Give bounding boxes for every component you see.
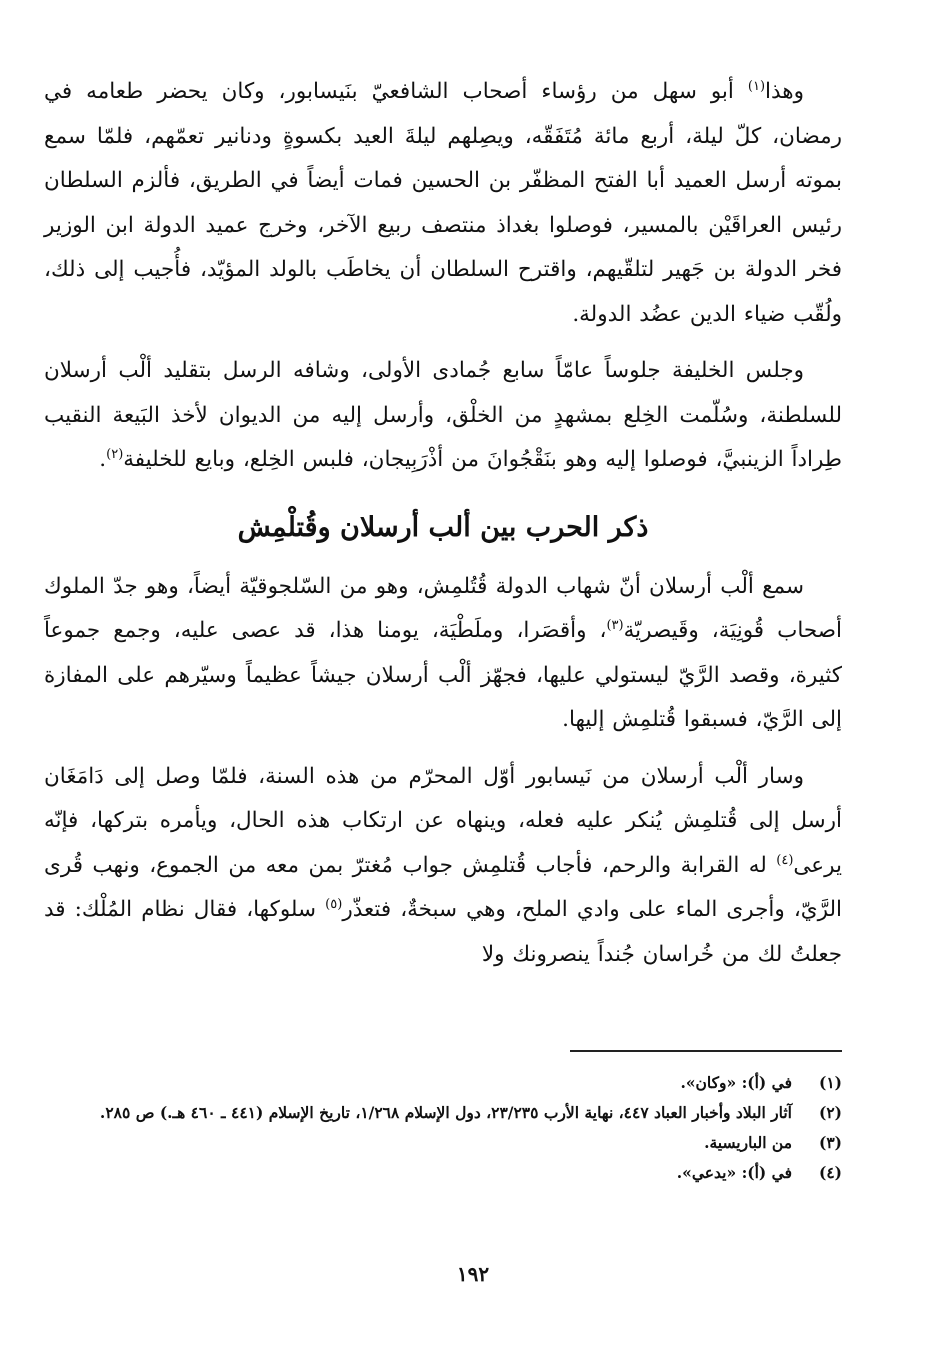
footnote-text: في (أ): «وكان». xyxy=(680,1073,792,1092)
footnote-ref: (٥) xyxy=(325,896,343,912)
footnote-3 xyxy=(40,1128,842,1158)
footnote-2 xyxy=(40,1098,842,1128)
footnotes xyxy=(40,1068,842,1188)
footnote-number: (٣) xyxy=(818,1133,842,1152)
footnote-4 xyxy=(40,1158,842,1188)
text-run: . xyxy=(99,447,107,472)
footnote-text: من الباريسية. xyxy=(704,1133,792,1152)
footnote-divider xyxy=(570,1050,842,1052)
footnote-ref: (٢) xyxy=(106,446,124,462)
page-number: ١٩٢ xyxy=(456,1262,490,1286)
footnote-ref: (٣) xyxy=(606,617,624,633)
page-body xyxy=(44,70,842,989)
paragraph-3 xyxy=(44,565,842,743)
footnote-number: (٢) xyxy=(818,1103,842,1122)
footnote-text: في (أ): «يدعي». xyxy=(676,1163,792,1182)
paragraph-4 xyxy=(44,755,842,978)
text-run: ، وأقصَرا، وملَطْيَة، يومنا هذا، قد عصى عليه، وجمع جموعاً كثيرة، وقصد الرَّيّ ليستولي عليها، فجهّز ألْب أرسلان جيشاً عظيماً وسيّرهم على المفازة إلى الرَّيّ، فسبقوا قُتلمِش إليها. xyxy=(44,618,842,732)
text-run: سمع ألْب أرسلان أنّ شهاب الدولة قُتُلمِش، وهو من السّلجوقيّة أيضاً، وهو جدّ الملوك أصحاب قُونِيَة، وقَيصريّة xyxy=(44,573,842,643)
text-run: أبو سهل من رؤساء أصحاب الشافعيّ بنَيسابور، وكان يحضر طعامه في رمضان، كلّ ليلة، أربع مائة مُتَفَقّه، ويصِلهم ليلةَ العيد بكسوةٍ ودنانير تعمّهم، فلمّا سمع بموته أرسل العميد أبا الفتح المظفّر بن الحسين فمات أيضاً في الطريق، فألزم السلطان رئيس العراقَيْن بالمسير، فوصلوا بغداذ منتصف ربيع الآخر، وخرج عميد الدولة ابن الوزير فخر الدولة بن جَهير لتلقّيهم، واقترح السلطان أن يخاطَب بالولد المؤيّد، فأُجيب إلى ذلك، ولُقّب ضياء الدين عضُد الدولة. xyxy=(44,79,842,327)
text-run: له القرابة والرحم، فأجاب قُتلمِش جواب مُغترّ بمن معه من الجموع، ونهب قُرى الرَّيّ، وأجرى الماء على وادي الملح، وهي سبخةٌ، فتعذّر xyxy=(44,852,842,922)
footnote-1 xyxy=(40,1068,842,1098)
text-run: سلوكها، فقال نظام المُلْك: قد جعلتُ لك من خُراسان جُنداً ينصرونك ولا xyxy=(44,897,842,967)
footnote-text: آثار البلاد وأخبار العباد ٤٤٧، نهاية الأرب ٢٣/٢٣٥، دول الإسلام ١/٢٦٨، تاريخ الإسلام (٤٤١ ـ ٤٦٠ هـ.) ص ٢٨٥. xyxy=(99,1103,792,1122)
footnote-ref: (٤) xyxy=(776,852,794,868)
footnote-number: (٤) xyxy=(818,1163,842,1182)
section-heading: ذكر الحرب بين ألب أرسلان وقُتلْمِش xyxy=(237,511,649,543)
paragraph-1 xyxy=(44,70,842,337)
text-run: وسار ألْب أرسلان من نَيسابور أوّل المحرّم من هذه السنة، فلمّا وصل إلى دَامَغَان أرسل إلى قُتلمِش يُنكر عليه فعله، وينهاه عن ارتكاب هذه الحال، ويأمره بتركها، فإنّه يرعى xyxy=(44,763,842,878)
footnote-ref: (١) xyxy=(747,78,766,94)
text-run: وهذا xyxy=(765,79,804,104)
footnote-number: (١) xyxy=(818,1073,842,1092)
text-run: وجلس الخليفة جلوساً عامّاً سابع جُمادى الأولى، وشافه الرسل بتقليد ألْب أرسلان للسلطنة، وسُلّمت الخِلع بمشهدٍ من الخلْق، وأرسل إليه من الديوان لأخذ البَيعة النقيب طِراداً الزينبيَّ، فوصلوا إليه وهو بنَقْجُوانَ من أذْرَبِيجان، فلبس الخِلع، وبايع للخليفة xyxy=(44,358,842,472)
paragraph-2 xyxy=(44,349,842,483)
